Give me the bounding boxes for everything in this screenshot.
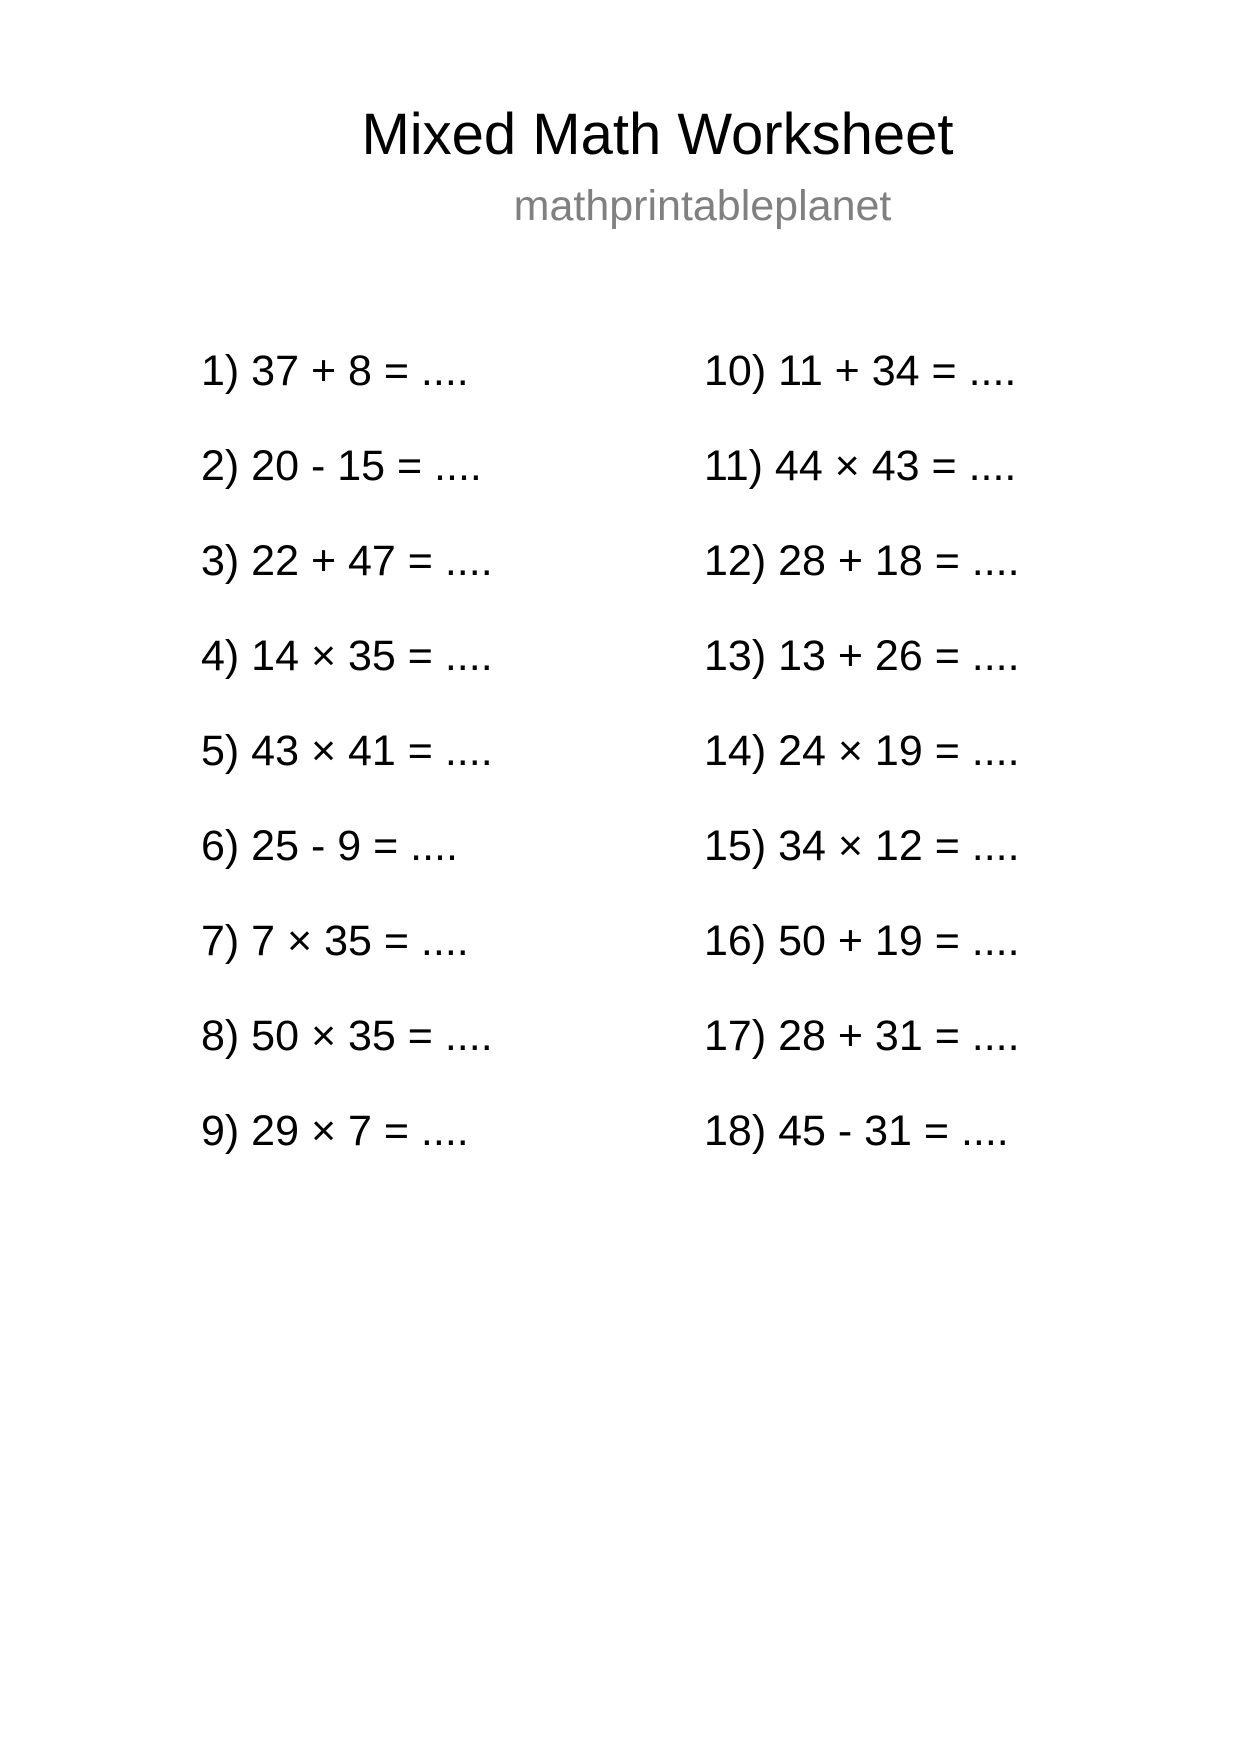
page-title: Mixed Math Worksheet — [361, 102, 954, 167]
problem-7: 7) 7 × 35 = .... — [201, 917, 469, 965]
problem-11: 11) 44 × 43 = .... — [704, 442, 1017, 490]
problem-14: 14) 24 × 19 = .... — [704, 727, 1020, 775]
problem-9: 9) 29 × 7 = .... — [201, 1107, 469, 1155]
problem-13: 13) 13 + 26 = .... — [704, 632, 1020, 680]
problem-2: 2) 20 - 15 = .... — [201, 442, 482, 490]
problem-17: 17) 28 + 31 = .... — [704, 1012, 1020, 1060]
problem-10: 10) 11 + 34 = .... — [704, 347, 1017, 395]
problem-16: 16) 50 + 19 = .... — [704, 917, 1020, 965]
problem-4: 4) 14 × 35 = .... — [201, 632, 493, 680]
problem-12: 12) 28 + 18 = .... — [704, 537, 1020, 585]
problem-5: 5) 43 × 41 = .... — [201, 727, 493, 775]
problem-8: 8) 50 × 35 = .... — [201, 1012, 493, 1060]
problem-18: 18) 45 - 31 = .... — [704, 1107, 1009, 1155]
problem-column-left — [201, 346, 493, 1201]
page-subtitle: mathprintableplanet — [513, 182, 892, 230]
problem-1: 1) 37 + 8 = .... — [201, 347, 469, 395]
problem-15: 15) 34 × 12 = .... — [704, 822, 1020, 870]
problem-3: 3) 22 + 47 = .... — [201, 537, 493, 585]
problem-6: 6) 25 - 9 = .... — [201, 822, 458, 870]
problem-column-right — [704, 346, 1020, 1201]
